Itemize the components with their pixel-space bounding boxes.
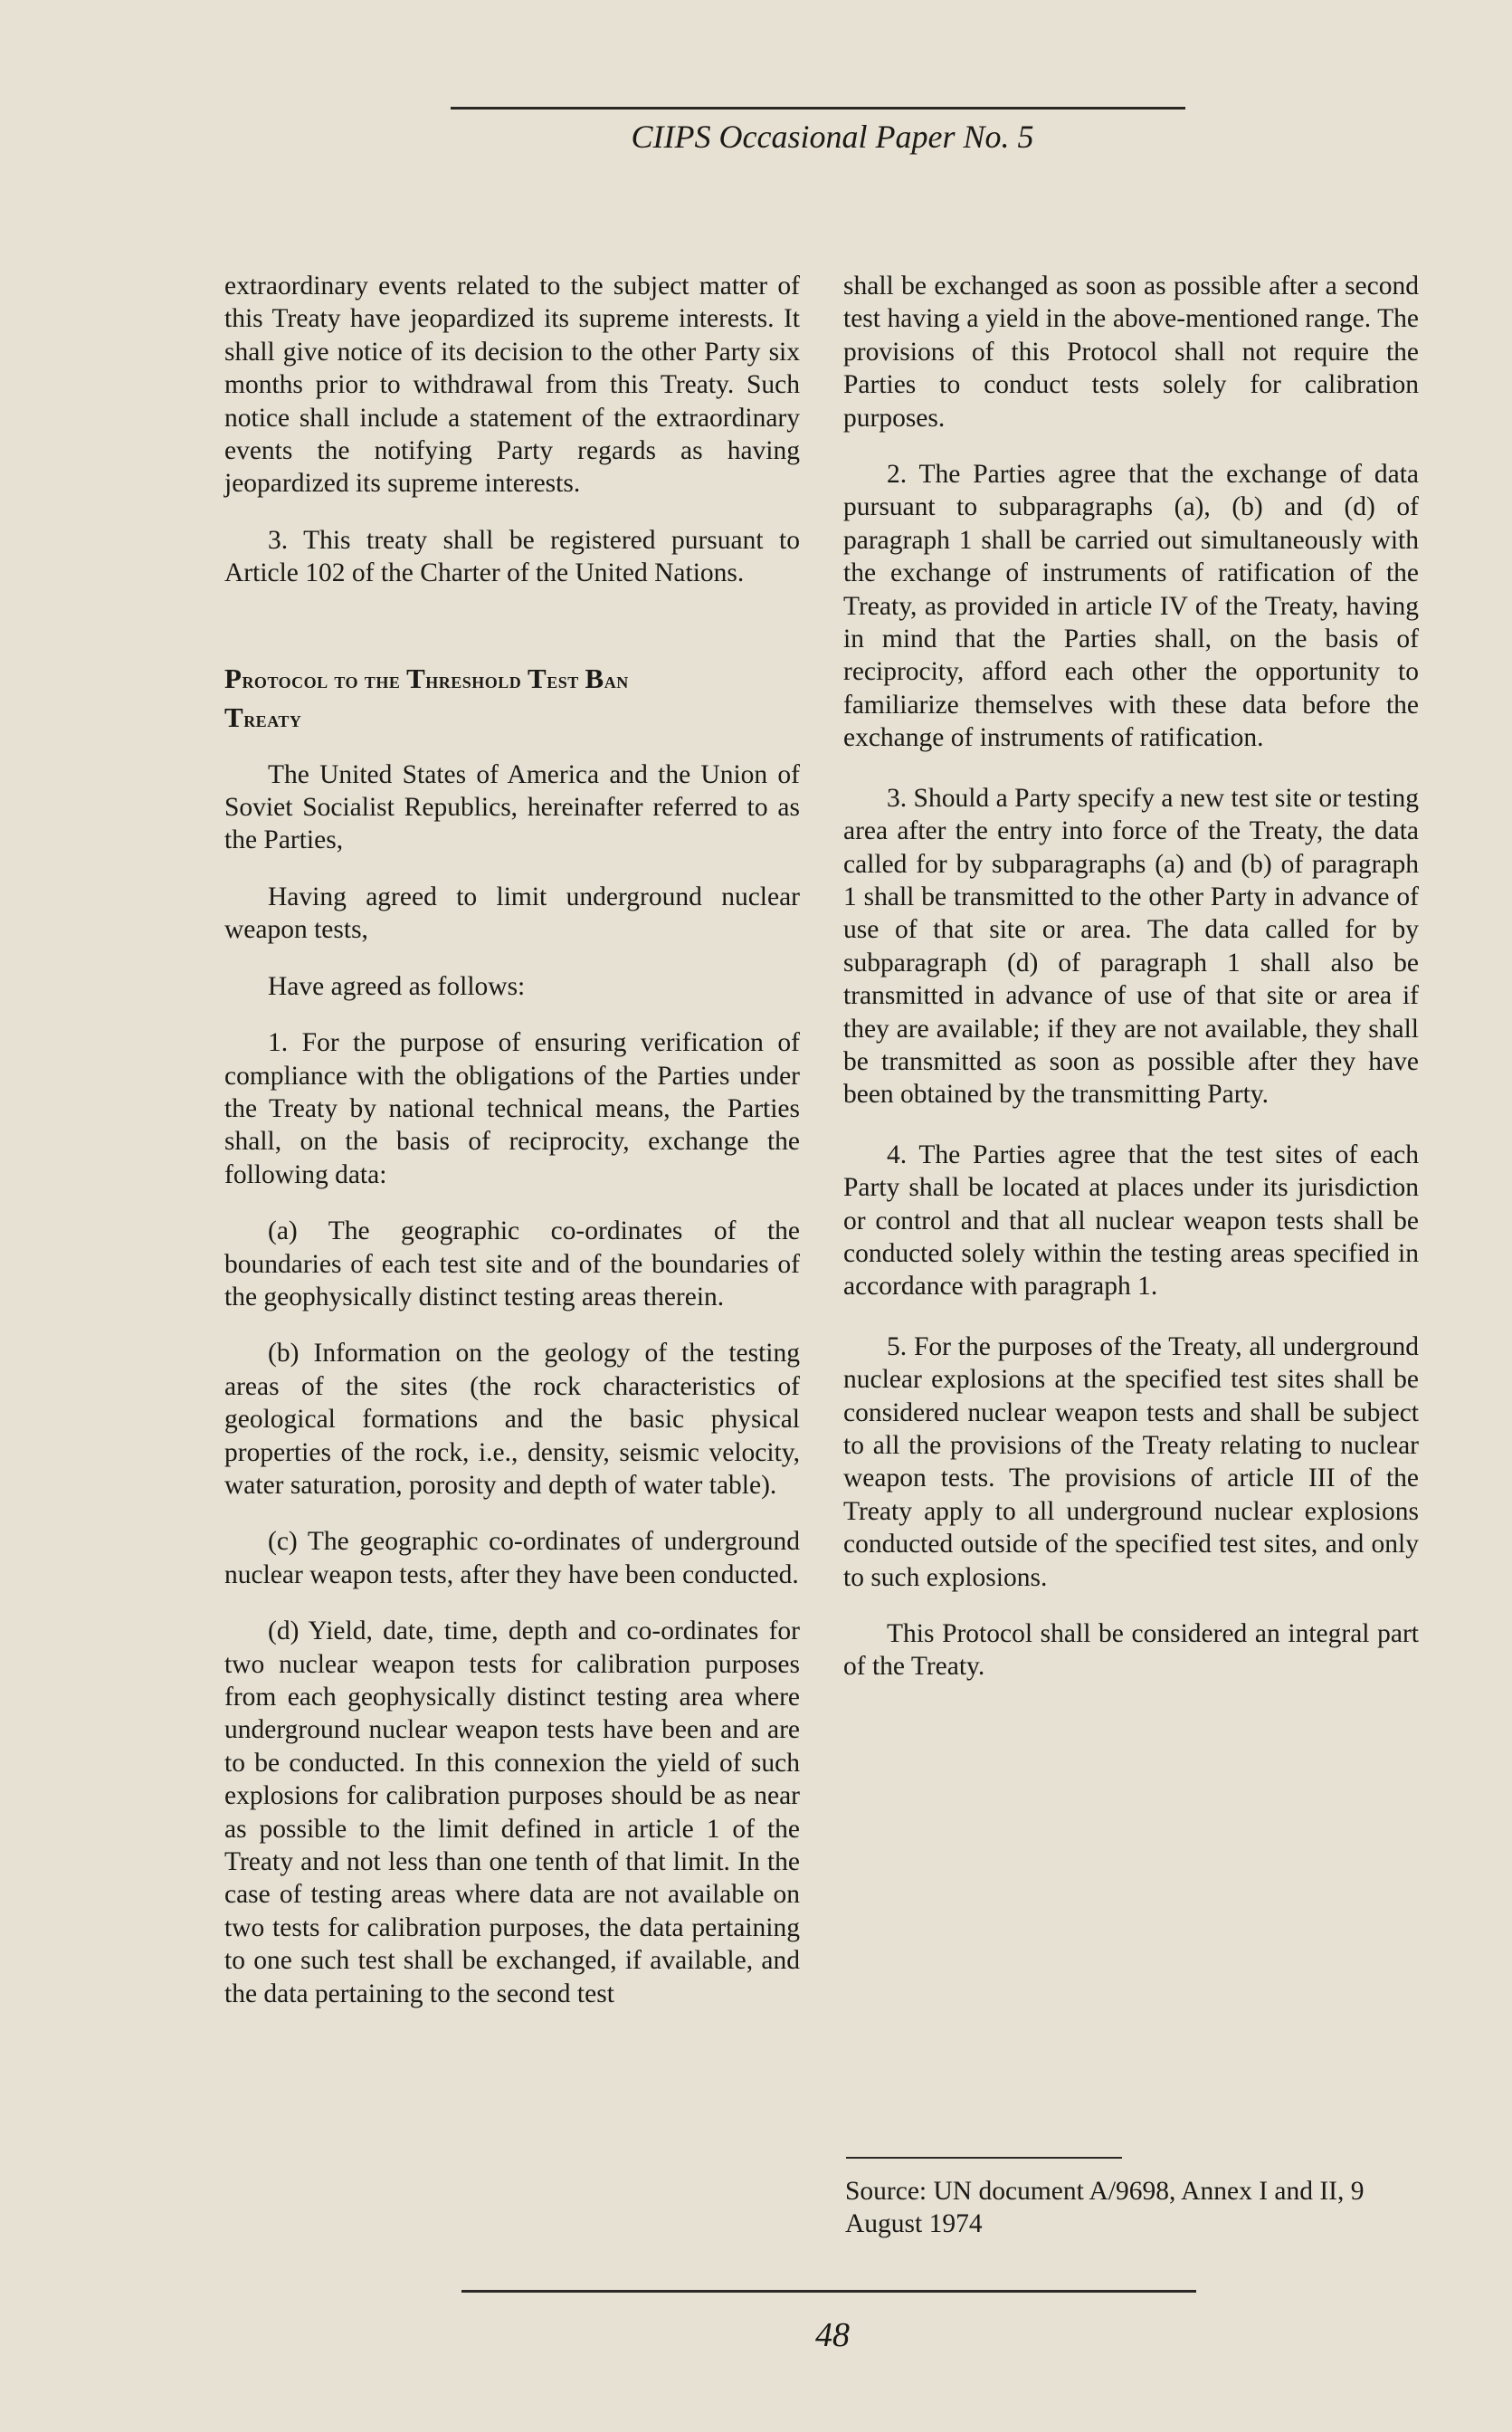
paragraph: 3. This treaty shall be registered pursuant to Article 102 of the Charter of the United Nations. bbox=[224, 525, 800, 588]
paragraph: Having agreed to limit underground nuclear weapon tests, bbox=[224, 882, 800, 945]
paragraph: shall be exchanged as soon as possible after a second test having a yield in the above-mentioned range. The provisions of this Protocol shall not require the Parties to conduct tests solely for calibration purposes. bbox=[843, 272, 1419, 433]
paragraph: This Protocol shall be considered an integral part of the Treaty. bbox=[843, 1619, 1419, 1682]
section-heading: Protocol to the Threshold Test Ban Treaty bbox=[224, 662, 629, 733]
right-column bbox=[843, 270, 1419, 1707]
footnote-rule bbox=[846, 2157, 1122, 2159]
paragraph: (c) The geographic co-ordinates of underground nuclear weapon tests, after they have been conducted. bbox=[224, 1527, 800, 1589]
paragraph: 4. The Parties agree that the test sites of each Party shall be located at places under its jurisdiction or control and that all nuclear weapon tests shall be conducted solely within the testing areas specified in accordance with paragraph 1. bbox=[843, 1140, 1419, 1302]
page-number: 48 bbox=[815, 2316, 850, 2354]
paragraph: 5. For the purposes of the Treaty, all underground nuclear explosions at the specified test sites shall be considered nuclear weapon tests and shall be subject to all the provisions of the Treaty relating to nuclear weapon tests. The provisions of article III of the Treaty apply to all underground nuclear explosions conducted outside of the specified test sites, and only to such explosions. bbox=[843, 1331, 1419, 1592]
paragraph: 1. For the purpose of ensuring verification of compliance with the obligations of the Parties under the Treaty by national technical means, the Parties shall, on the basis of reciprocity, exchange the following data: bbox=[224, 1028, 800, 1189]
paragraph: (d) Yield, date, time, depth and co-ordinates for two nuclear weapon tests for calibration purposes from each geophysically distinct testing area where underground nuclear weapon tests have been and are to be conducted. In this connexion the yield of such explosions for calibration purposes should be as near as possible to the limit defined in article 1 of the Treaty and not less than one tenth of that limit. In the case of testing areas where data are not available on two tests for calibration purposes, the data pertaining to one such test shall be exchanged, if available, and the data pertaining to the second test bbox=[224, 1617, 800, 2008]
source-note: Source: UN document A/9698, Annex I and II, 9 August 1974 bbox=[845, 2177, 1365, 2239]
paragraph: Have agreed as follows: bbox=[268, 971, 526, 1001]
paragraph: extraordinary events related to the subject matter of this Treaty have jeopardized its supreme interests. It shall give notice of its decision to the other Party six months prior to withdrawal from this Treaty. Such notice shall include a statement of the extraordinary events the notifying Party regards as having jeopardized its supreme interests. bbox=[224, 272, 800, 499]
left-column bbox=[224, 270, 800, 2034]
paragraph: (b) Information on the geology of the testing areas of the sites (the rock characteristics of geological formations and the basic physical properties of the rock, i.e., density, seismic velocity, water saturation, porosity and depth of water table). bbox=[224, 1339, 800, 1500]
running-header: CIIPS Occasional Paper No. 5 bbox=[631, 119, 1034, 155]
paragraph: The United States of America and the Union of Soviet Socialist Republics, hereinafter referred to as the Parties, bbox=[224, 759, 800, 855]
footer-rule bbox=[461, 2290, 1196, 2293]
paragraph: 3. Should a Party specify a new test site or testing area after the entry into force of the Treaty, the data called for by subparagraphs (a) and (b) of paragraph 1 shall be transmitted to the other Party in advance of use of that site or area. The data called for by subparagraph (d) of paragraph 1 shall also be transmitted in advance of use of that site or area if they are available; if they are not available, they shall be transmitted as soon as possible after they have been obtained by the transmitting Party. bbox=[843, 783, 1419, 1110]
header-rule bbox=[451, 107, 1185, 110]
paragraph: (a) The geographic co-ordinates of the boundaries of each test site and of the boundaries of the geophysically distinct testing areas therein. bbox=[224, 1216, 800, 1311]
paragraph: 2. The Parties agree that the exchange of data pursuant to subparagraphs (a), (b) and (d) of paragraph 1 shall be carried out simultaneously with the exchange of instruments of ratification of the Treaty, as provided in article IV of the Treaty, having in mind that the Parties shall, on the basis of reciprocity, afford each other the opportunity to familiarize themselves with these data before the exchange of instruments of ratification. bbox=[843, 460, 1419, 753]
